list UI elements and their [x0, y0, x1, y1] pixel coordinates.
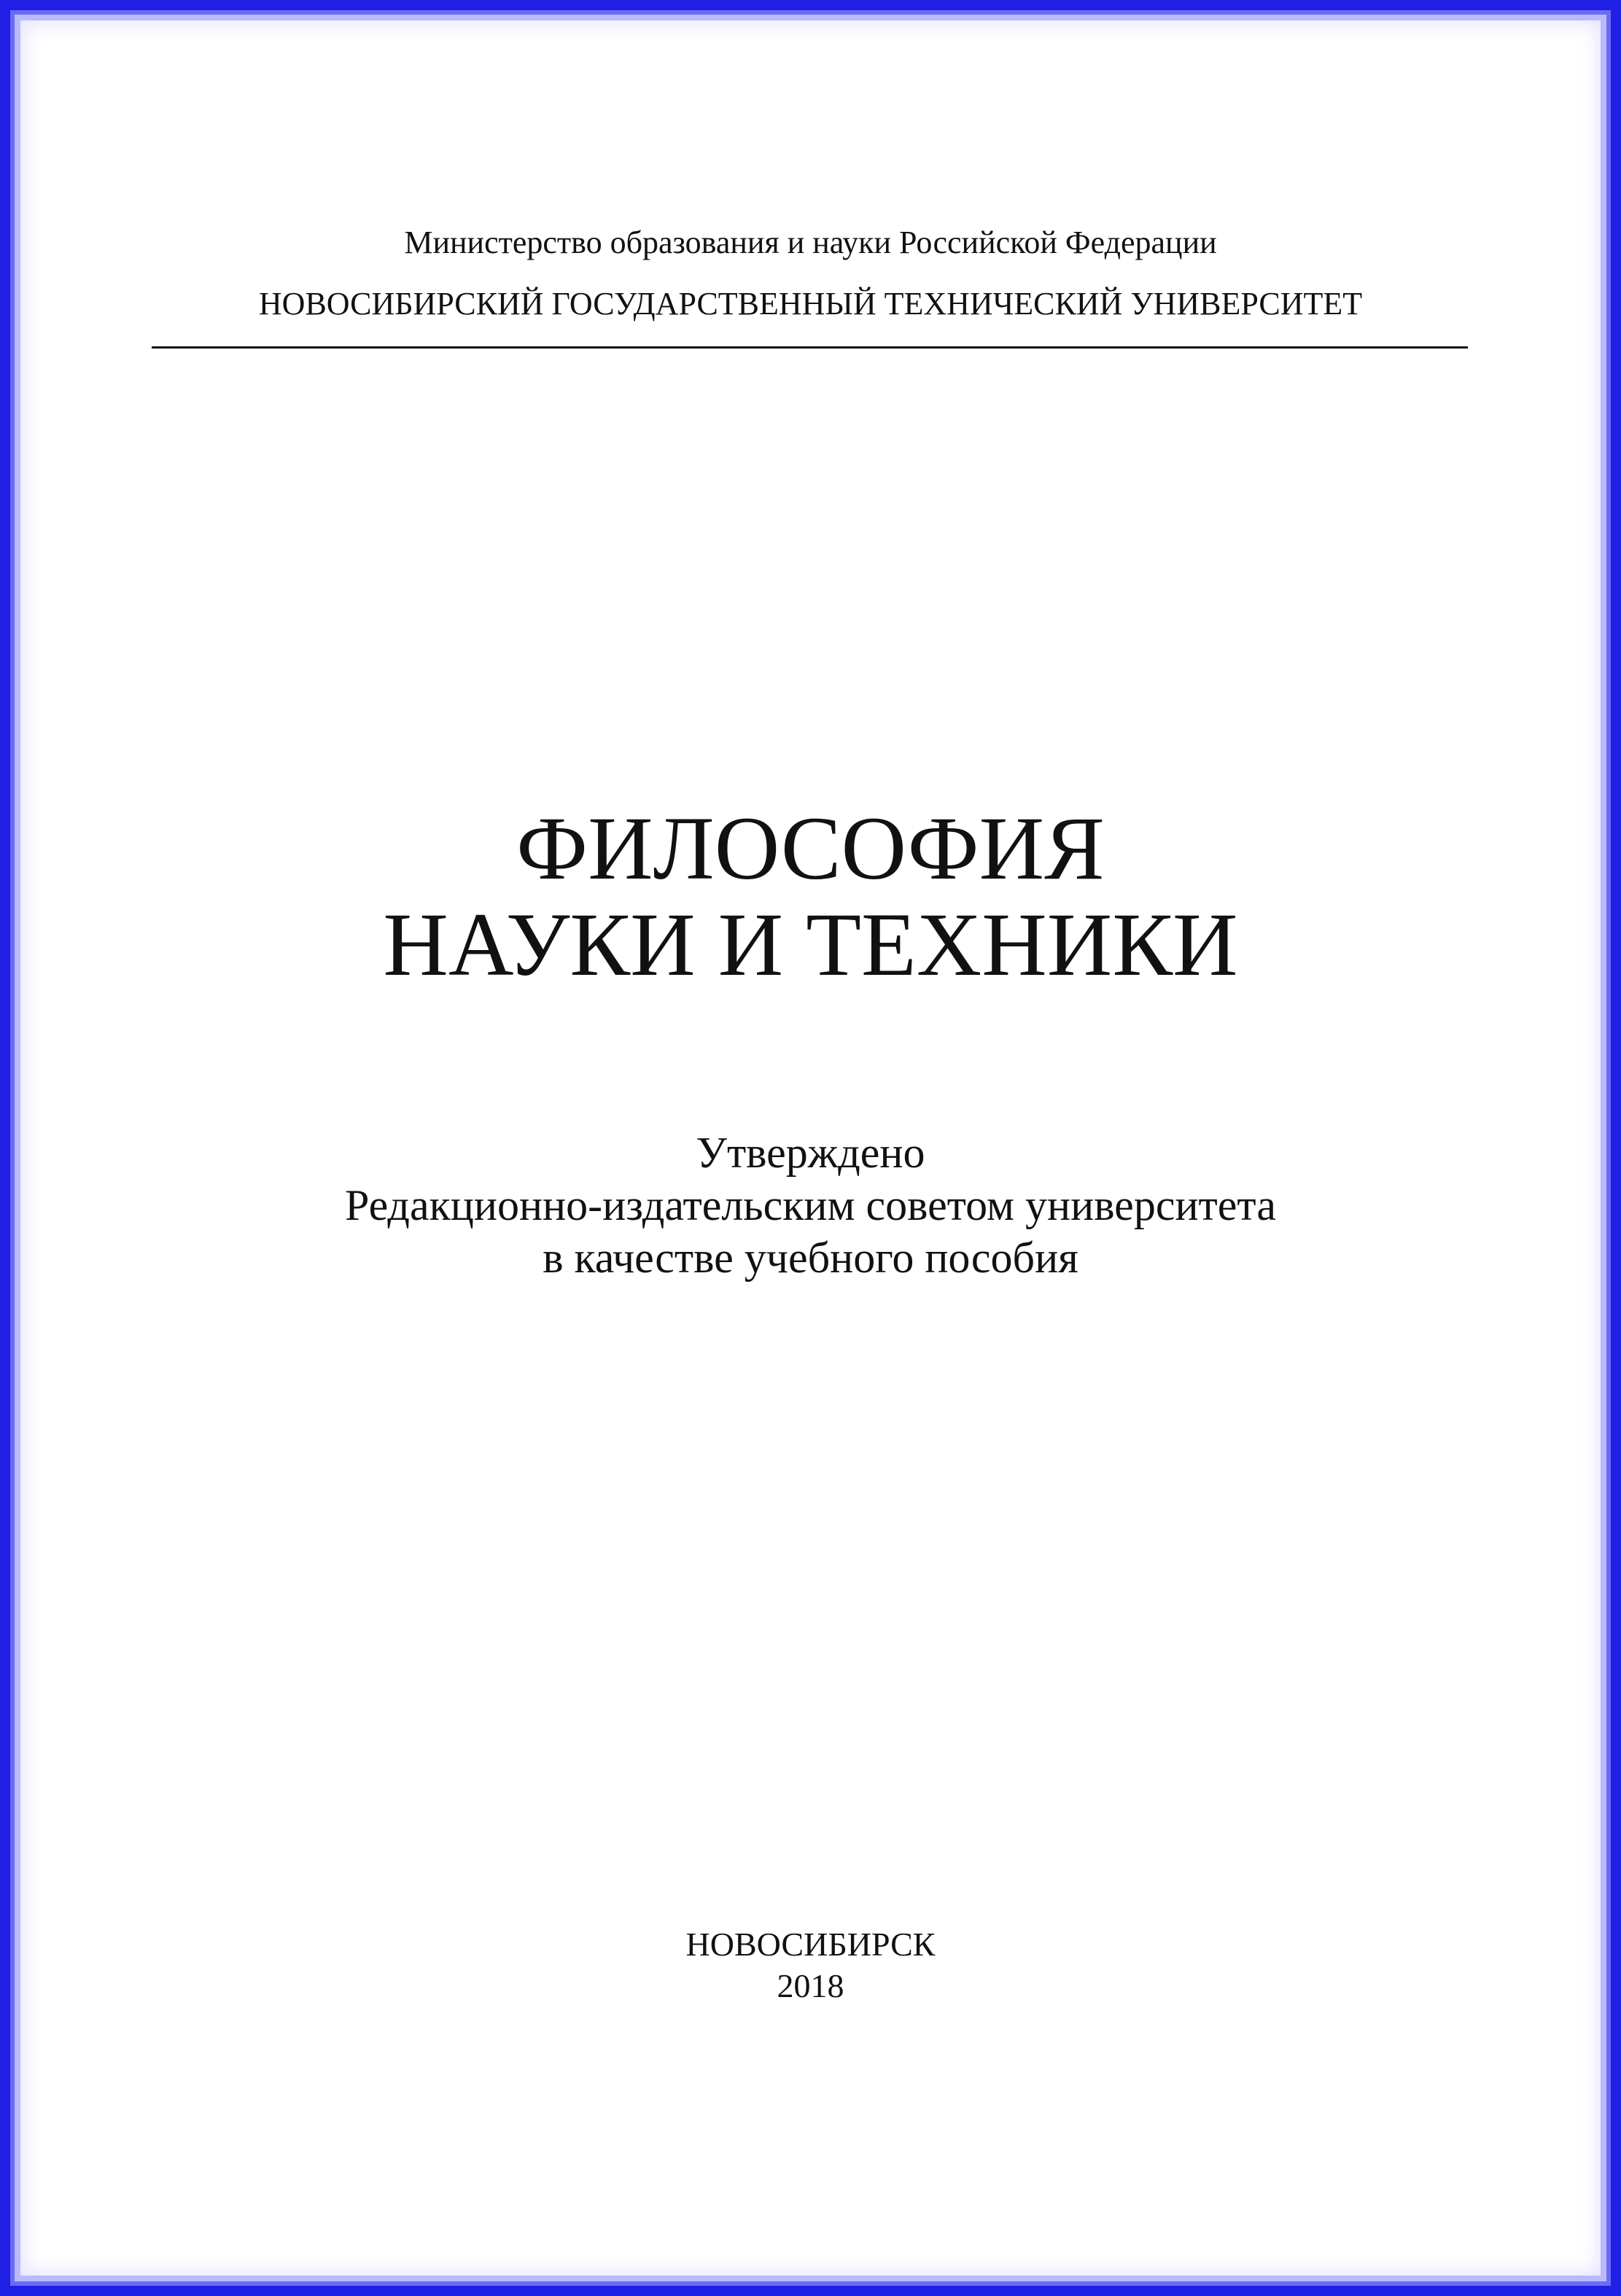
approval-line-1: Утверждено — [696, 1129, 925, 1177]
approval-line-2: Редакционно-издательским советом университета — [345, 1181, 1276, 1229]
header-divider — [152, 346, 1468, 349]
ministry-name: Министерство образования и науки Российской Федерации — [404, 225, 1217, 260]
publication-city: НОВОСИБИРСК — [685, 1926, 936, 1963]
university-name: НОВОСИБИРСКИЙ ГОСУДАРСТВЕННЫЙ ТЕХНИЧЕСКИЙ УНИВЕРСИТЕТ — [258, 286, 1363, 322]
publication-year: 2018 — [777, 1967, 844, 2004]
book-title-line-1: ФИЛОСОФИЯ — [516, 798, 1105, 898]
approval-line-3: в качестве учебного пособия — [543, 1234, 1078, 1282]
book-title-line-2: НАУКИ И ТЕХНИКИ — [383, 895, 1238, 995]
